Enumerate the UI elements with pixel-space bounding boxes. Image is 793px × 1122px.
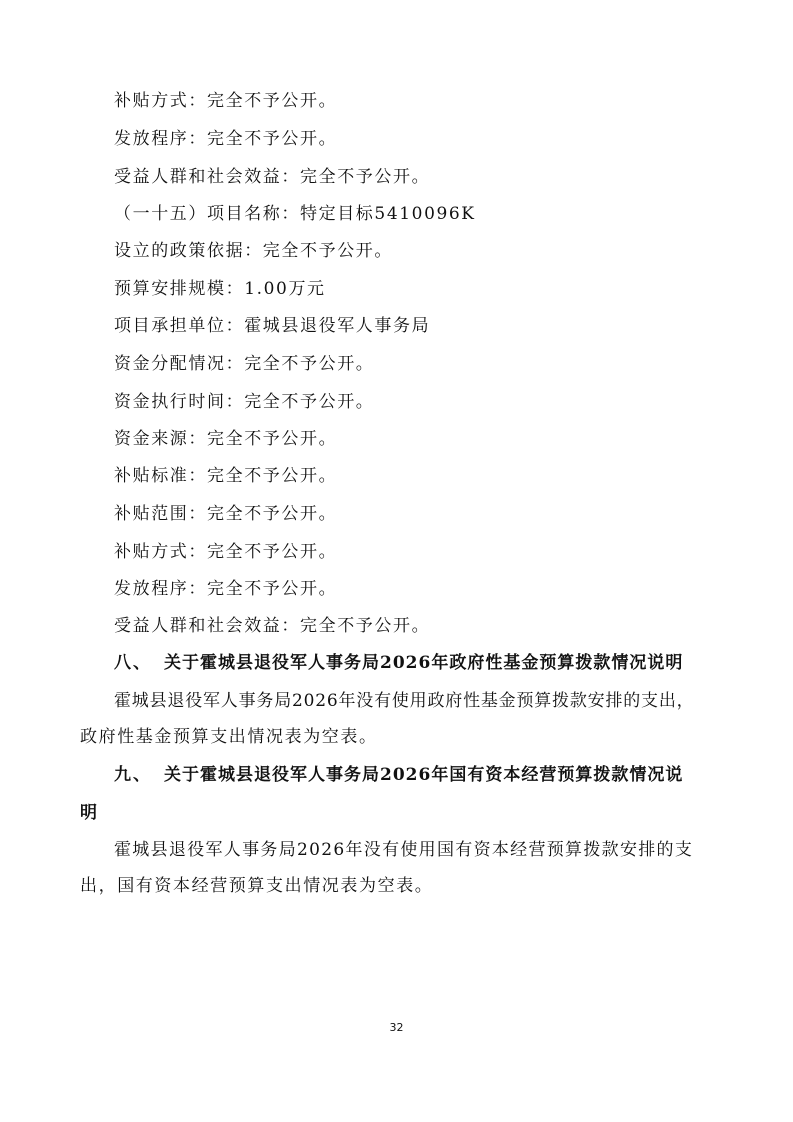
section-heading-9 bbox=[114, 760, 683, 790]
list-item: 补贴范围：完全不予公开。 bbox=[114, 504, 338, 524]
list-item: 受益人群和社会效益：完全不予公开。 bbox=[114, 167, 431, 187]
section-heading-8 bbox=[114, 648, 683, 678]
list-item: 设立的政策依据：完全不予公开。 bbox=[114, 241, 393, 261]
list-item: 补贴方式：完全不予公开。 bbox=[114, 91, 338, 111]
project-heading: （一十五）项目名称：特定目标5410096K bbox=[114, 204, 476, 224]
list-item: 资金来源：完全不予公开。 bbox=[114, 429, 338, 449]
section-number: 八、 bbox=[114, 653, 152, 673]
paragraph-line: 政府性基金预算支出情况表为空表。 bbox=[80, 727, 378, 747]
list-item: 发放程序：完全不予公开。 bbox=[114, 129, 338, 149]
paragraph-line: 霍城县退役军人事务局2026年没有使用政府性基金预算拨款安排的支出， bbox=[114, 691, 695, 711]
list-item: 受益人群和社会效益：完全不予公开。 bbox=[114, 616, 431, 636]
paragraph-line: 霍城县退役军人事务局2026年没有使用国有资本经营预算拨款安排的支 bbox=[114, 840, 694, 860]
page-number: 32 bbox=[389, 1021, 404, 1034]
list-item: 资金分配情况：完全不予公开。 bbox=[114, 354, 375, 374]
list-item: 补贴方式：完全不予公开。 bbox=[114, 542, 338, 562]
paragraph-line: 出，国有资本经营预算支出情况表为空表。 bbox=[80, 876, 434, 896]
section-number: 九、 bbox=[114, 765, 152, 785]
section-title: 关于霍城县退役军人事务局2026年国有资本经营预算拨款情况说 bbox=[164, 765, 684, 785]
list-item: 发放程序：完全不予公开。 bbox=[114, 579, 338, 599]
section-title: 关于霍城县退役军人事务局2026年政府性基金预算拨款情况说明 bbox=[164, 653, 684, 673]
list-item: 资金执行时间：完全不予公开。 bbox=[114, 392, 375, 412]
list-item: 补贴标准：完全不予公开。 bbox=[114, 466, 338, 486]
list-item: 预算安排规模：1.00万元 bbox=[114, 279, 326, 299]
section-title-continued: 明 bbox=[80, 803, 98, 823]
list-item: 项目承担单位：霍城县退役军人事务局 bbox=[114, 316, 431, 336]
